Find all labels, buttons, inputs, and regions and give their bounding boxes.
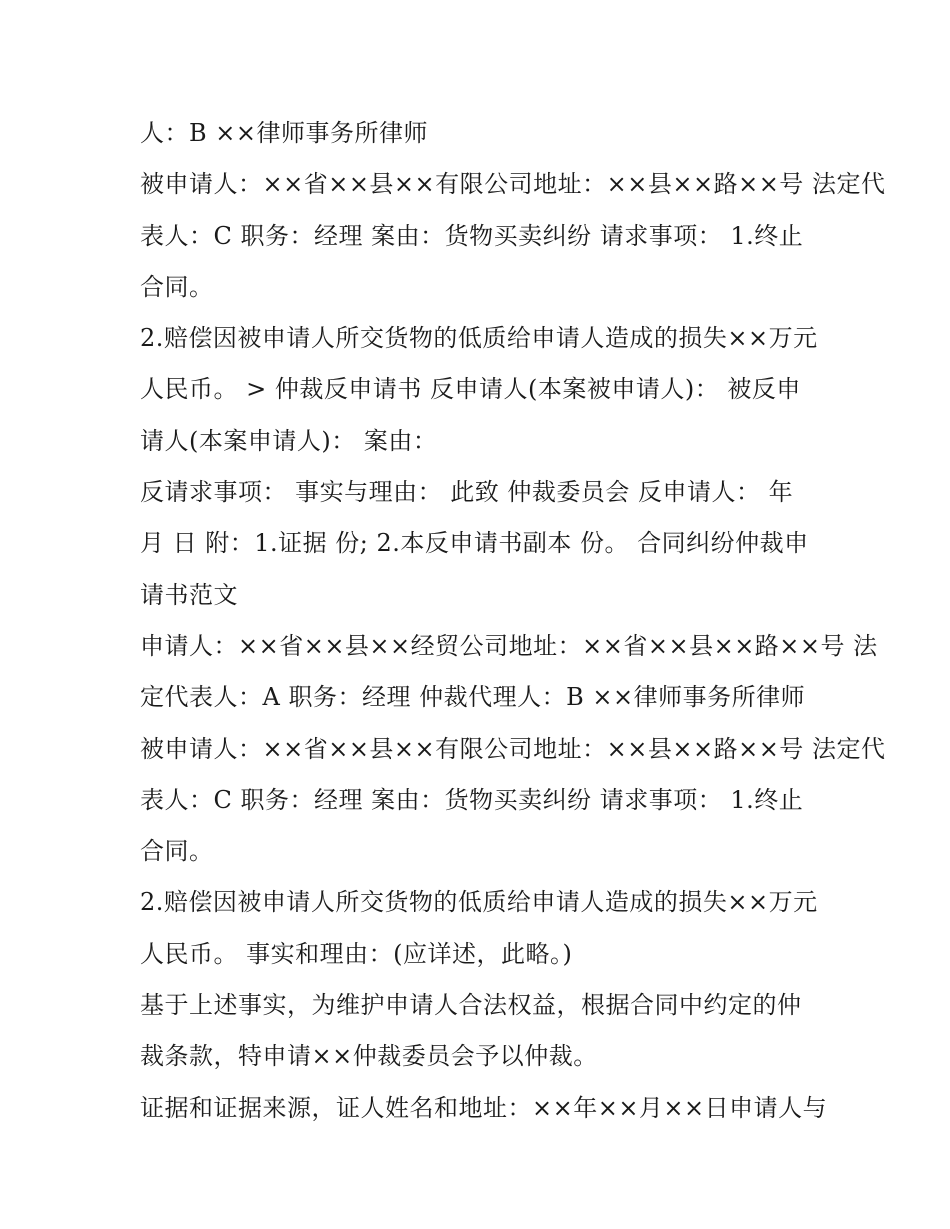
text-line: 人民币。 > 仲裁反申请书 反申请人(本案被申请人)： 被反申 (140, 375, 801, 404)
text-line: 请书范文 (140, 580, 238, 609)
text-line: 人民币。 事实和理由：(应详述，此略。) (140, 939, 573, 968)
text-line: 请人(本案申请人)： 案由： (140, 426, 438, 455)
text-line: 基于上述事实，为维护申请人合法权益，根据合同中约定的仲 (140, 991, 802, 1020)
text-line: 合同。 (140, 272, 214, 301)
text-line: 定代表人：A 职务：经理 仲裁代理人：B ××律师事务所律师 (140, 683, 806, 712)
text-line: 证据和证据来源，证人姓名和地址：××年××月××日申请人与 (140, 1093, 828, 1122)
text-line: 2.赔偿因被申请人所交货物的低质给申请人造成的损失××万元 (140, 888, 818, 917)
text-line: 被申请人：××省××县××有限公司地址：××县××路××号 法定代 (140, 734, 886, 763)
text-line: 人：B ××律师事务所律师 (140, 119, 428, 147)
document-body (140, 108, 886, 1134)
text-line: 表人：C 职务：经理 案由：货物买卖纠纷 请求事项： 1.终止 (140, 785, 804, 814)
text-line: 被申请人：××省××县××有限公司地址：××县××路××号 法定代 (140, 170, 886, 199)
text-line: 2.赔偿因被申请人所交货物的低质给申请人造成的损失××万元 (140, 324, 818, 353)
text-line: 月 日 附：1.证据 份; 2.本反申请书副本 份。 合同纠纷仲裁申 (140, 529, 809, 558)
text-line: 申请人：××省××县××经贸公司地址：××省××县××路××号 法 (140, 631, 878, 660)
text-line: 反请求事项： 事实与理由： 此致 仲裁委员会 反申请人： 年 (140, 478, 794, 507)
text-line: 裁条款，特申请××仲裁委员会予以仲裁。 (140, 1042, 598, 1071)
text-line: 表人：C 职务：经理 案由：货物买卖纠纷 请求事项： 1.终止 (140, 221, 804, 250)
text-line: 合同。 (140, 837, 214, 866)
